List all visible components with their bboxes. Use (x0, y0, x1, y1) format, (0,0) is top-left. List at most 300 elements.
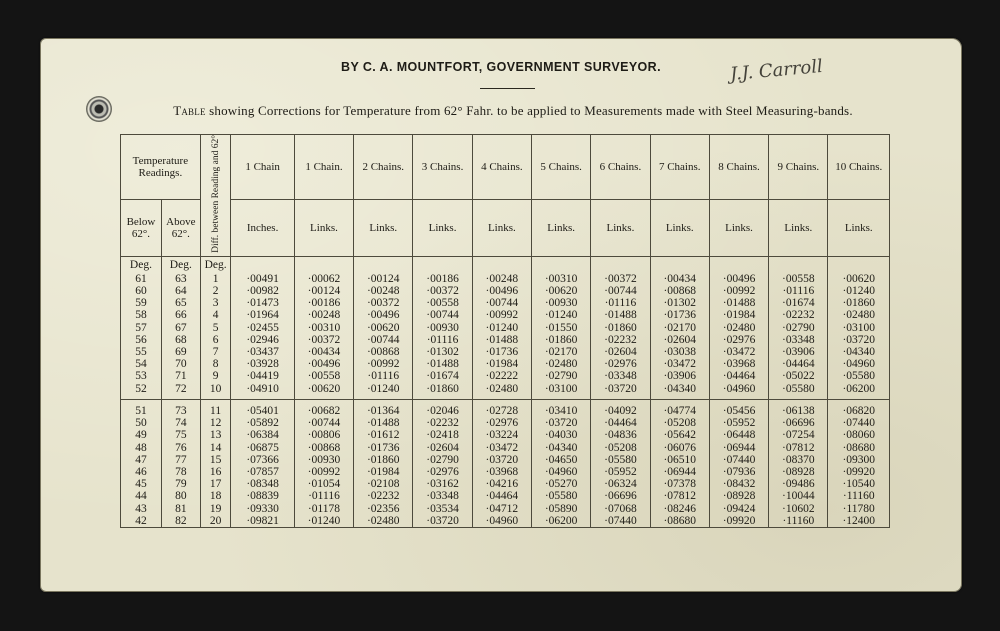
table-cell: ·02728 (472, 399, 531, 417)
rivet-icon (86, 96, 112, 122)
table-cell: ·02232 (591, 334, 650, 346)
table-row (121, 383, 890, 400)
table-cell: ·03720 (532, 417, 591, 429)
temperature-readings-header: Temperature Readings. (121, 135, 201, 200)
table-cell: ·00372 (294, 334, 353, 346)
table-cell: ·03928 (231, 358, 294, 370)
table-cell: ·00372 (413, 285, 472, 297)
table-cell: 12 (200, 417, 231, 429)
unit-header: Links. (472, 200, 531, 257)
table-cell: ·05892 (231, 417, 294, 429)
table-cell: ·11160 (828, 490, 890, 502)
table-cell: 72 (161, 383, 200, 400)
table-cell: 46 (121, 466, 162, 478)
table-cell: ·08839 (231, 490, 294, 502)
table-cell: ·00744 (354, 334, 413, 346)
table-cell: ·05952 (591, 466, 650, 478)
table-cell: ·06944 (709, 442, 768, 454)
table-cell: ·02604 (591, 346, 650, 358)
table-cell: ·02790 (413, 454, 472, 466)
chain-header: 5 Chains. (532, 135, 591, 200)
table-row (121, 370, 890, 382)
table-row (121, 334, 890, 346)
table-cell: 3 (200, 297, 231, 309)
table-cell: 77 (161, 454, 200, 466)
table-cell: 75 (161, 429, 200, 441)
chain-header: 2 Chains. (354, 135, 413, 200)
table-cell: ·03720 (413, 515, 472, 528)
table-cell: 1 (200, 273, 231, 285)
table-cell: 10 (200, 383, 231, 400)
table-cell: 18 (200, 490, 231, 502)
table-cell: ·03348 (413, 490, 472, 502)
table-cell: ·04464 (472, 490, 531, 502)
table-cell: ·10540 (828, 478, 890, 490)
table-cell: ·03472 (650, 358, 709, 370)
table-cell: 53 (121, 370, 162, 382)
heading-rule (480, 88, 535, 89)
table-cell: ·07440 (591, 515, 650, 528)
table-cell: ·01860 (591, 322, 650, 334)
table-row (121, 322, 890, 334)
below-header: Below 62°. (121, 200, 162, 257)
table-cell: ·08928 (769, 466, 828, 478)
table-cell: ·04340 (828, 346, 890, 358)
table-row (121, 309, 890, 321)
table-cell: ·09330 (231, 503, 294, 515)
table-cell: 58 (121, 309, 162, 321)
table-cell: ·08432 (709, 478, 768, 490)
table-cell: ·07440 (709, 454, 768, 466)
unit-header: Links. (532, 200, 591, 257)
table-cell: ·00248 (294, 309, 353, 321)
table-cell: ·02356 (354, 503, 413, 515)
table-cell: 49 (121, 429, 162, 441)
table-cell: ·00496 (294, 358, 353, 370)
table-cell: 20 (200, 515, 231, 528)
table-cell: ·00434 (294, 346, 353, 358)
chain-header: 6 Chains. (591, 135, 650, 200)
caption-text: showing Corrections for Temperature from 62° Fahr. to be applied to Measurements made with Steel Measuring-bands. (209, 103, 853, 118)
table-cell: ·00558 (294, 370, 353, 382)
unit-header: Inches. (231, 200, 294, 257)
table-cell: ·00496 (709, 273, 768, 285)
table-cell: ·01612 (354, 429, 413, 441)
table-cell: ·04030 (532, 429, 591, 441)
caption-first-word: Table (173, 103, 206, 118)
table-row (121, 515, 890, 528)
table-cell: ·00372 (354, 297, 413, 309)
table-cell: ·01488 (472, 334, 531, 346)
table-cell: ·02480 (828, 309, 890, 321)
table-cell: ·04340 (532, 442, 591, 454)
table-cell: ·04650 (532, 454, 591, 466)
table-cell: 61 (121, 273, 162, 285)
table-cell: 57 (121, 322, 162, 334)
table-cell: 70 (161, 358, 200, 370)
table-cell: ·03472 (472, 442, 531, 454)
table-cell: ·03968 (472, 466, 531, 478)
table-cell: ·04960 (472, 515, 531, 528)
table-cell: ·02976 (591, 358, 650, 370)
table-cell: ·00496 (472, 285, 531, 297)
surveyor-heading: BY C. A. MOUNTFORT, GOVERNMENT SURVEYOR. (341, 60, 661, 74)
table-cell: ·02790 (769, 322, 828, 334)
table-cell: ·02480 (354, 515, 413, 528)
table-cell: ·09424 (709, 503, 768, 515)
table-cell: 13 (200, 429, 231, 441)
table-cell: ·00992 (294, 466, 353, 478)
table-cell: ·03162 (413, 478, 472, 490)
table-cell: ·03348 (591, 370, 650, 382)
table-cell: ·07812 (769, 442, 828, 454)
table-cell: ·00496 (354, 309, 413, 321)
survey-card (40, 38, 962, 592)
table-cell: ·03472 (709, 346, 768, 358)
table-cell: ·02976 (709, 334, 768, 346)
table-cell: 17 (200, 478, 231, 490)
table-cell: ·00744 (472, 297, 531, 309)
table-cell: ·05952 (709, 417, 768, 429)
table-cell: ·07254 (769, 429, 828, 441)
table-cell: ·02480 (709, 322, 768, 334)
table-cell: ·02455 (231, 322, 294, 334)
table-row (121, 417, 890, 429)
table-cell: ·05580 (532, 490, 591, 502)
table-cell: 68 (161, 334, 200, 346)
table-cell: 2 (200, 285, 231, 297)
table-cell: ·00992 (354, 358, 413, 370)
table-cell: ·04419 (231, 370, 294, 382)
table-cell: 9 (200, 370, 231, 382)
table-cell: 79 (161, 478, 200, 490)
table-cell: ·02232 (769, 309, 828, 321)
table-cell: 55 (121, 346, 162, 358)
table-row (121, 454, 890, 466)
table-cell: ·04960 (709, 383, 768, 400)
table-cell: ·04960 (828, 358, 890, 370)
table-cell: ·00992 (709, 285, 768, 297)
table-cell: ·01116 (769, 285, 828, 297)
table-cell: ·01240 (294, 515, 353, 528)
table-cell: ·04910 (231, 383, 294, 400)
table-cell: ·03720 (472, 454, 531, 466)
table-cell: ·00310 (532, 273, 591, 285)
table-cell: ·06944 (650, 466, 709, 478)
table-cell: ·03224 (472, 429, 531, 441)
table-cell: ·03968 (709, 358, 768, 370)
table-cell: ·09920 (828, 466, 890, 478)
table-cell: ·06076 (650, 442, 709, 454)
table-cell: 56 (121, 334, 162, 346)
table-cell: ·01860 (413, 383, 472, 400)
table-cell: ·00062 (294, 273, 353, 285)
table-cell: ·02108 (354, 478, 413, 490)
table-cell: ·00744 (413, 309, 472, 321)
table-cell: ·07366 (231, 454, 294, 466)
table-cell: ·08246 (650, 503, 709, 515)
table-cell: ·00620 (828, 273, 890, 285)
table-cell: ·06384 (231, 429, 294, 441)
table-cell: ·01860 (354, 454, 413, 466)
table-cell: ·02604 (650, 334, 709, 346)
table-cell: 63 (161, 273, 200, 285)
deg-label: Deg. (121, 256, 162, 273)
unit-header: Links. (828, 200, 890, 257)
table-cell: ·06510 (650, 454, 709, 466)
table-cell: 8 (200, 358, 231, 370)
table-cell: 48 (121, 442, 162, 454)
table-cell: ·01860 (828, 297, 890, 309)
table-cell: ·02046 (413, 399, 472, 417)
table-cell: ·01674 (769, 297, 828, 309)
table-cell: ·00372 (591, 273, 650, 285)
table-cell: ·00620 (294, 383, 353, 400)
table-cell: ·06696 (591, 490, 650, 502)
table-cell: 5 (200, 322, 231, 334)
table-cell: ·07068 (591, 503, 650, 515)
chain-header: 8 Chains. (709, 135, 768, 200)
table-row (121, 478, 890, 490)
table-cell: ·08680 (650, 515, 709, 528)
table-cell: ·01240 (532, 309, 591, 321)
table-cell: ·11160 (769, 515, 828, 528)
table-cell: ·01488 (354, 417, 413, 429)
table-cell: ·00682 (294, 399, 353, 417)
table-cell: ·08928 (709, 490, 768, 502)
table-caption (128, 103, 898, 118)
table-cell: ·03348 (769, 334, 828, 346)
table-cell: 82 (161, 515, 200, 528)
table-cell: ·01240 (828, 285, 890, 297)
table-cell: ·06820 (828, 399, 890, 417)
table-cell: ·00248 (354, 285, 413, 297)
table-cell: ·04960 (532, 466, 591, 478)
table-cell: ·06696 (769, 417, 828, 429)
table-cell: ·01736 (650, 309, 709, 321)
unit-header: Links. (294, 200, 353, 257)
table-cell: ·01116 (591, 297, 650, 309)
table-cell: ·05456 (709, 399, 768, 417)
table-cell: ·04216 (472, 478, 531, 490)
table-cell: ·03410 (532, 399, 591, 417)
table-cell: 42 (121, 515, 162, 528)
table-row (121, 466, 890, 478)
above-header: Above 62°. (161, 200, 200, 257)
table-cell: ·01054 (294, 478, 353, 490)
table-cell: ·02946 (231, 334, 294, 346)
table-cell: ·00558 (413, 297, 472, 309)
table-cell: ·00930 (413, 322, 472, 334)
table-cell: ·00868 (294, 442, 353, 454)
table-cell: ·00620 (532, 285, 591, 297)
table-cell: 7 (200, 346, 231, 358)
deg-label: Deg. (200, 256, 231, 273)
table-cell: 74 (161, 417, 200, 429)
table-cell: ·03906 (769, 346, 828, 358)
table-cell: ·00310 (294, 322, 353, 334)
table-cell: ·06875 (231, 442, 294, 454)
table-cell: ·03534 (413, 503, 472, 515)
table-cell: 16 (200, 466, 231, 478)
table-cell: ·02170 (650, 322, 709, 334)
table-cell: ·04092 (591, 399, 650, 417)
table-cell: 19 (200, 503, 231, 515)
table-cell: ·01488 (591, 309, 650, 321)
table-cell: ·04464 (591, 417, 650, 429)
table-row (121, 399, 890, 417)
unit-header: Links. (709, 200, 768, 257)
table-cell: ·02418 (413, 429, 472, 441)
table-row (121, 285, 890, 297)
table-cell: ·05580 (828, 370, 890, 382)
table-cell: ·04836 (591, 429, 650, 441)
table-cell: ·00868 (650, 285, 709, 297)
table-cell: ·07812 (650, 490, 709, 502)
table-cell: ·01550 (532, 322, 591, 334)
table-cell: ·01473 (231, 297, 294, 309)
table-cell: 78 (161, 466, 200, 478)
table-cell: ·00744 (294, 417, 353, 429)
table-cell: 76 (161, 442, 200, 454)
table-cell: ·10602 (769, 503, 828, 515)
table-cell: ·01964 (231, 309, 294, 321)
table-cell: ·00558 (769, 273, 828, 285)
table-cell: ·05022 (769, 370, 828, 382)
table-cell: ·01984 (472, 358, 531, 370)
table-cell: 60 (121, 285, 162, 297)
correction-table (120, 134, 890, 528)
chain-header: 9 Chains. (769, 135, 828, 200)
table-cell: 52 (121, 383, 162, 400)
table-cell: ·07440 (828, 417, 890, 429)
table-cell: 71 (161, 370, 200, 382)
table-cell: ·01302 (413, 346, 472, 358)
table-cell: ·01240 (354, 383, 413, 400)
table-row (121, 490, 890, 502)
table-cell: ·08680 (828, 442, 890, 454)
table-cell: 64 (161, 285, 200, 297)
table-cell: ·01674 (413, 370, 472, 382)
table-cell: ·05270 (532, 478, 591, 490)
table-cell: 47 (121, 454, 162, 466)
table-cell: ·00620 (354, 322, 413, 334)
table-cell: ·03720 (591, 383, 650, 400)
table-cell: ·01240 (472, 322, 531, 334)
table-cell: 80 (161, 490, 200, 502)
table-cell: ·03100 (532, 383, 591, 400)
table-cell: 43 (121, 503, 162, 515)
table-cell: ·00930 (294, 454, 353, 466)
table-cell: ·03038 (650, 346, 709, 358)
table-row (121, 429, 890, 441)
table-cell: ·10044 (769, 490, 828, 502)
table-cell: ·09300 (828, 454, 890, 466)
table-cell: 69 (161, 346, 200, 358)
table-cell: ·04712 (472, 503, 531, 515)
table-cell: ·00124 (294, 285, 353, 297)
table-cell: ·12400 (828, 515, 890, 528)
table-cell: ·00186 (413, 273, 472, 285)
table-cell: 67 (161, 322, 200, 334)
table-cell: ·04340 (650, 383, 709, 400)
table-cell: ·06200 (532, 515, 591, 528)
table-cell: ·09486 (769, 478, 828, 490)
table-cell: 59 (121, 297, 162, 309)
table-cell: 51 (121, 399, 162, 417)
table-cell: ·01736 (354, 442, 413, 454)
table-cell: ·02222 (472, 370, 531, 382)
table-cell: ·02480 (532, 358, 591, 370)
table-cell: ·02790 (532, 370, 591, 382)
table-cell: ·01116 (354, 370, 413, 382)
chain-header: 3 Chains. (413, 135, 472, 200)
chain-header: 7 Chains. (650, 135, 709, 200)
table-cell: ·00992 (472, 309, 531, 321)
chain-header: 1 Chain. (294, 135, 353, 200)
table-cell: 15 (200, 454, 231, 466)
table-cell: ·01984 (709, 309, 768, 321)
unit-header: Links. (354, 200, 413, 257)
table-cell: ·00434 (650, 273, 709, 285)
table-cell: 66 (161, 309, 200, 321)
table-cell: ·08370 (769, 454, 828, 466)
diff-header-label: Diff. between Reading and 62° (210, 135, 221, 253)
chain-header: 10 Chains. (828, 135, 890, 200)
table-cell: ·07936 (709, 466, 768, 478)
table-row (121, 503, 890, 515)
table-cell: ·05890 (532, 503, 591, 515)
table-cell: ·00930 (532, 297, 591, 309)
table-cell: ·11780 (828, 503, 890, 515)
table-row (121, 442, 890, 454)
table-cell: ·02480 (472, 383, 531, 400)
table-row (121, 358, 890, 370)
chain-header: 1 Chain (231, 135, 294, 200)
table-cell: ·01116 (294, 490, 353, 502)
table-cell: ·03906 (650, 370, 709, 382)
table-cell: 81 (161, 503, 200, 515)
table-cell: ·09821 (231, 515, 294, 528)
table-cell: ·05208 (650, 417, 709, 429)
table-row (121, 346, 890, 358)
table-cell: ·01178 (294, 503, 353, 515)
table-cell: ·09920 (709, 515, 768, 528)
table-cell: ·00982 (231, 285, 294, 297)
table-cell: ·05642 (650, 429, 709, 441)
table-cell: ·01116 (413, 334, 472, 346)
unit-header: Links. (413, 200, 472, 257)
table-cell: ·00124 (354, 273, 413, 285)
table-cell: 14 (200, 442, 231, 454)
table-cell: ·01860 (532, 334, 591, 346)
table-cell: ·02976 (472, 417, 531, 429)
table-cell: ·01364 (354, 399, 413, 417)
table-cell: ·06324 (591, 478, 650, 490)
table-cell: ·02232 (413, 417, 472, 429)
table-cell: ·04464 (709, 370, 768, 382)
table-cell: 4 (200, 309, 231, 321)
table-cell: ·05208 (591, 442, 650, 454)
table-cell: ·05401 (231, 399, 294, 417)
table-cell: ·04774 (650, 399, 709, 417)
handwritten-signature: J.J. Carroll (729, 55, 824, 86)
unit-header: Links. (769, 200, 828, 257)
table-cell: ·05580 (769, 383, 828, 400)
unit-header: Links. (591, 200, 650, 257)
table-cell: ·00744 (591, 285, 650, 297)
table-cell: ·00186 (294, 297, 353, 309)
